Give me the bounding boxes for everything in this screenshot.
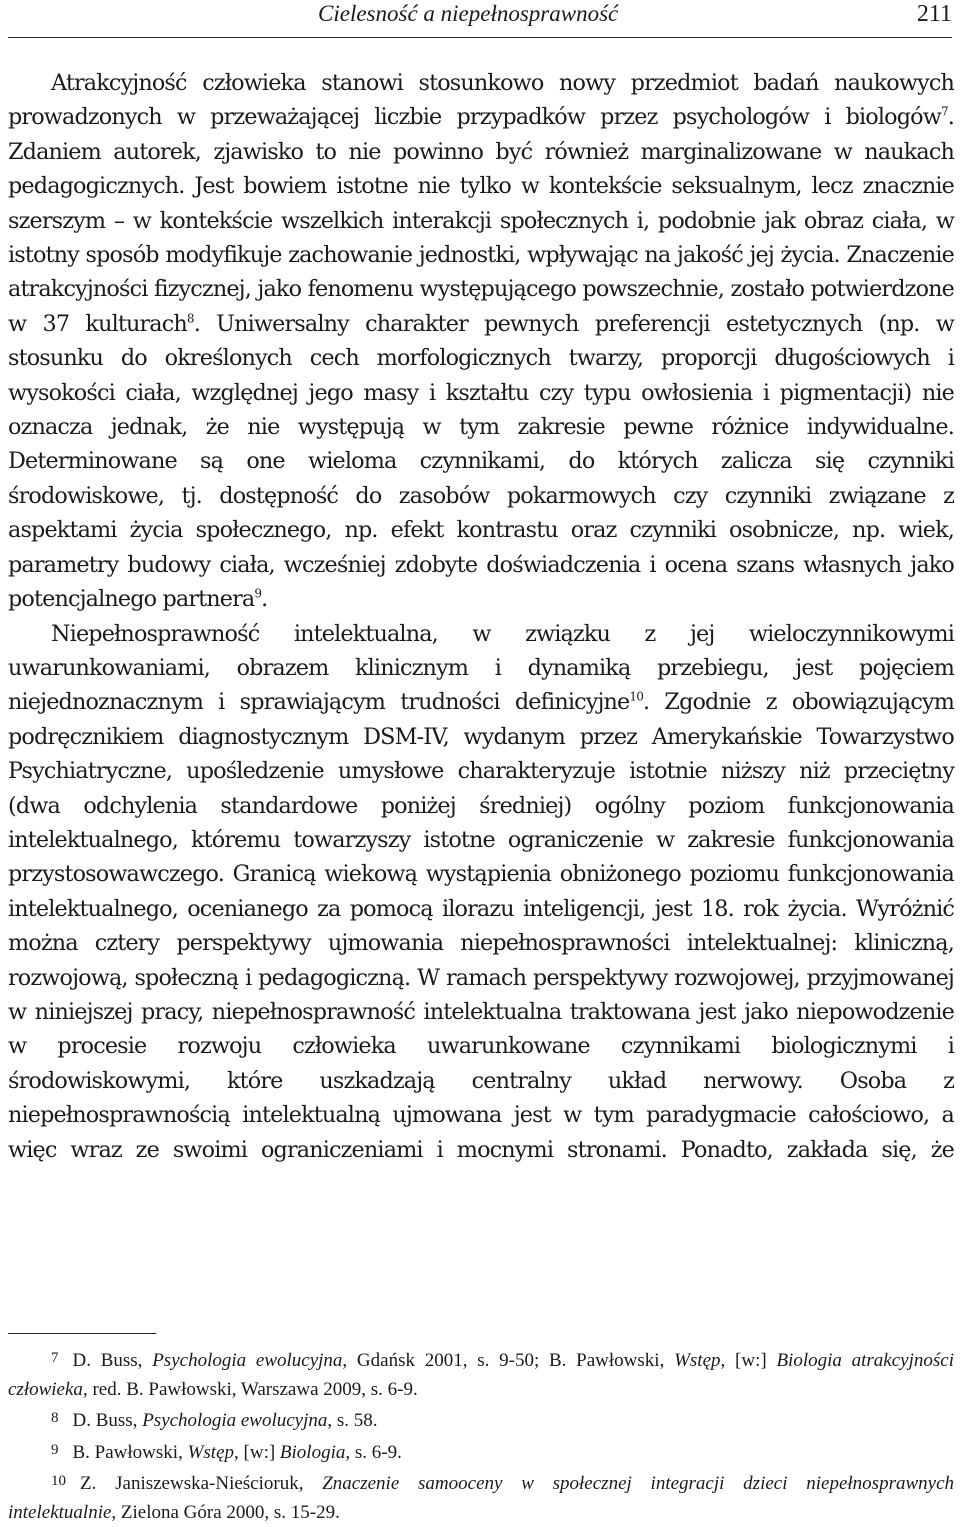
running-header: [0, 0, 960, 40]
footnote-segment: [w:]: [725, 1350, 777, 1371]
footnote-title: Psychologia ewolucyjna: [152, 1350, 343, 1371]
footnote-9: [8, 1436, 954, 1467]
footnote-text: [73, 1410, 378, 1431]
footnote-segment: , [w:]: [234, 1441, 280, 1463]
footnote-title: Wstęp,: [674, 1350, 726, 1371]
paragraph-text: .: [261, 586, 268, 613]
footnote-7: [8, 1344, 954, 1404]
footnote-segment: , s. 6-9.: [345, 1441, 402, 1463]
page-number: 211: [916, 1, 952, 27]
paragraph-text: . Uniwersalny charakter pewnych preferencji estetycznych (np. w stosunku do określonych cech morfologicznych twarzy, proporcji długościowych i wysokości ciała, względnej jego masy i kształtu czy typu owłosienia i pigmentacji) nie oznacza jednak, że nie występują w tym zakresie pewne różnice indywidualne. Determinowane są one wieloma czynnikami, do których zalicza się czynniki środowiskowe, tj. dostępność do zasobów pokarmowych czy czynniki związane z aspektami życia społecznego, np. efekt kontrastu oraz czynniki osobnicze, np. wiek, parametry budowy ciała, wcześniej zdobyte doświadczenia i ocena szans własnych jako potencjalnego partnera: [8, 310, 954, 613]
footnotes: [8, 1344, 954, 1527]
footnote-text: [8, 1350, 954, 1400]
footnote-text: [8, 1473, 954, 1523]
footnote-title: Wstęp: [187, 1441, 235, 1463]
footnote-segment: , Zielona Góra 2000, s. 15-29.: [111, 1502, 340, 1524]
footnote-title: Biologia atrakcyjności człowieka: [8, 1350, 954, 1401]
footnote-ref-7[interactable]: 7: [940, 104, 948, 119]
footnote-segment: B. Pawłowski,: [72, 1441, 188, 1463]
footnote-title: Znaczenie samooceny w społecznej integracji dzieci niepełnosprawnych intelektualnie: [8, 1472, 954, 1524]
paragraph-text: . Zgodnie z obowiązującym podręcznikiem diagnostycznym DSM-IV, wydanym przez Amerykańskie Towarzystwo Psychiatryczne, upośledzenie umysłowe charakteryzuje istotnie niższy niż przeciętny (dwa odchylenia standardowe poniżej średniej) ogólny poziom funkcjonowania intelektualnego, któremu towarzyszy istotne ograniczenie w zakresie funkcjonowania przystosowawczego. Granicą wiekową wystąpienia obniżonego poziomu funkcjonowania intelektualnego, ocenianego za pomocą ilorazu inteligencji, jest 18. rok życia. Wyróżnić można cztery perspektywy ujmowania niepełnosprawności intelektualnej: kliniczną, rozwojową, społeczną i pedagogiczną. W ramach perspektywy rozwojowej, przyjmowanej w niniejszej pracy, niepełnosprawność intelektualna traktowana jest jako niepowodzenie w procesie rozwoju człowieka uwarunkowane czynnikami biologicznymi i środowiskowymi, które uszkadzają centralny układ nerwowy. Osoba z niepełnosprawnością intelektualną ujmowana jest w tym paradygmacie całościowo, a więc wraz ze swoimi ograniczeniami i mocnymi stronami. Ponadto, zakłada się, że: [8, 689, 955, 1163]
footnote-segment: D. Buss,: [72, 1350, 153, 1371]
footnote-number: 7: [51, 1350, 59, 1366]
paragraph-text: Niepełnosprawność intelektualna, w związku z jej wieloczynnikowymi uwarunkowaniami, obrazem klinicznym i dynamiką przebiegu, jest pojęciem niejednoznacznym i sprawiającym trudności definicyjne: [8, 620, 954, 716]
footnote-segment: , red. B. Pawłowski, Warszawa 2009, s. 6-9.: [82, 1379, 418, 1401]
footnote-segment: , s. 58.: [327, 1410, 378, 1432]
body-text: [8, 66, 954, 1167]
paragraph-text: . Zdaniem autorek, zjawisko to nie powinno być również marginalizowane w naukach pedagogicznych. Jest bowiem istotne nie tylko w kontekście seksualnym, lecz znacznie szerszym – w kontekście wszelkich interakcji społecznych i, podobnie jak obraz ciała, w istotny sposób modyfikuje zachowanie jednostki, wpływając na jakość jej życia. Znaczenie atrakcyjności fizycznej, jako fenomenu występującego powszechnie, zostało potwierdzone w 37 kulturach: [8, 104, 954, 337]
running-title: Cielesność a niepełnosprawność: [318, 1, 619, 26]
footnote-10: [8, 1467, 954, 1527]
footnote-segment: Z. Janiszewska-Nieścioruk,: [80, 1472, 323, 1494]
footnote-segment: D. Buss,: [72, 1410, 143, 1432]
footnote-number: 10: [51, 1472, 66, 1489]
footnote-ref-8[interactable]: 8: [186, 311, 194, 326]
paragraph-text: Atrakcyjność człowieka stanowi stosunkowo nowy przedmiot badań naukowych prowadzonych w przeważającej liczbie przypadków przez psychologów i biologów: [8, 70, 954, 131]
footnote-segment: , Gdańsk 2001, s. 9-50; B. Pawłowski,: [342, 1350, 675, 1371]
footnote-8: [8, 1404, 954, 1435]
paragraph-attractiveness: [8, 66, 954, 617]
footnote-number: 9: [51, 1441, 59, 1458]
footnote-ref-10[interactable]: 10: [629, 689, 643, 704]
footnote-text: [73, 1442, 402, 1463]
header-rule: [8, 37, 952, 38]
footnote-ref-9[interactable]: 9: [254, 586, 262, 601]
paragraph-intellectual-disability: [8, 617, 954, 1168]
footnote-title: Psychologia ewolucyjna: [142, 1410, 328, 1432]
footnote-separator: [8, 1333, 156, 1334]
footnote-number: 8: [51, 1410, 59, 1427]
footnote-title: Biologia: [279, 1441, 346, 1463]
